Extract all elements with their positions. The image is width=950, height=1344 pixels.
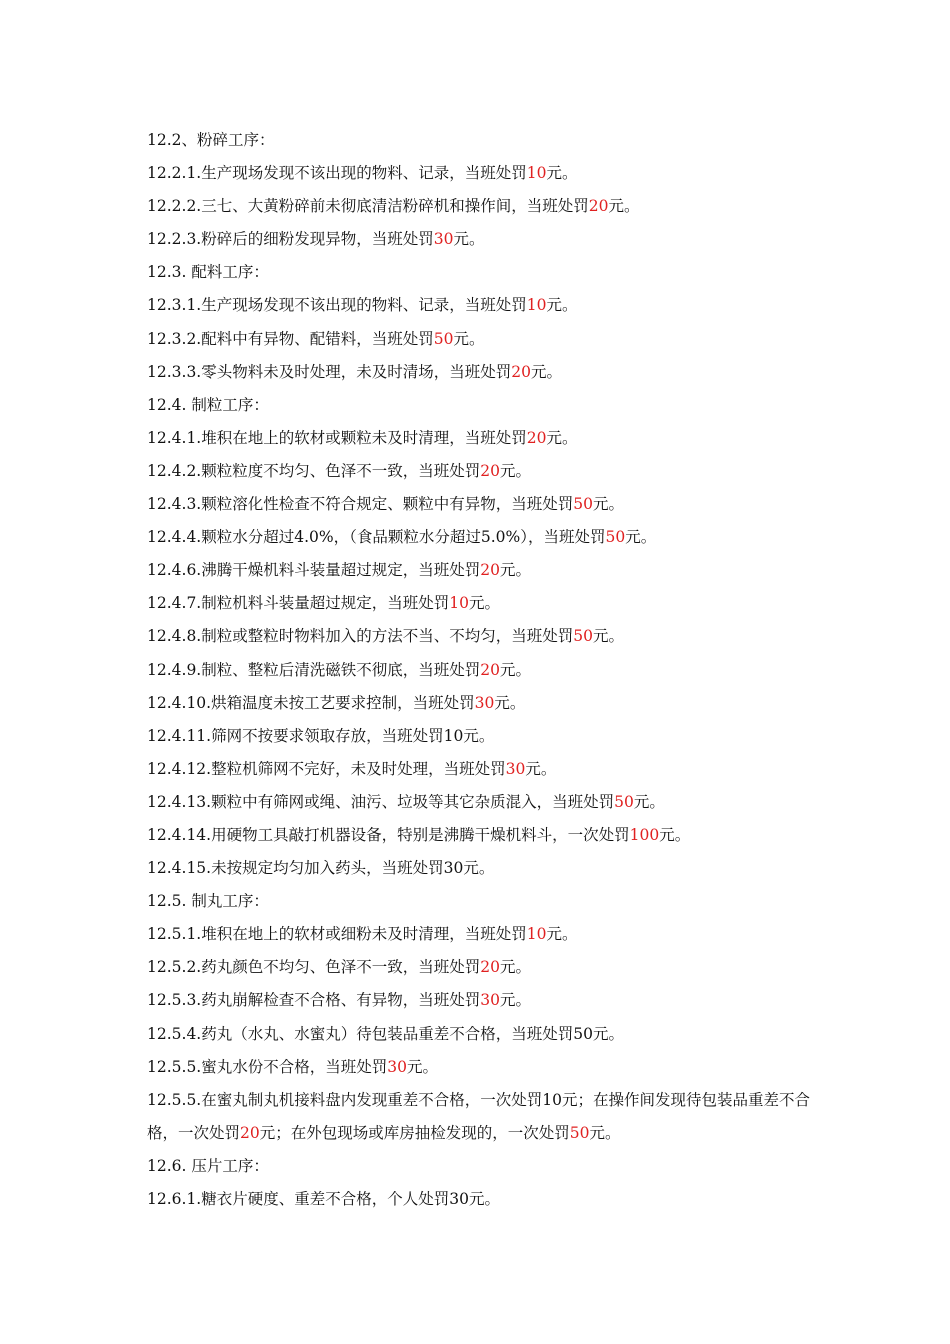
penalty-unit: 元。 [546,164,578,183]
penalty-unit: 元。 [633,792,665,811]
section-heading [147,885,817,918]
penalty-unit: 元。 [463,859,495,878]
rule-line [147,984,817,1017]
rule-line [147,687,817,720]
rule-line [147,951,817,984]
penalty-amount: 10 [443,726,464,745]
rule-text: 12.5.5.蜜丸水份不合格，当班处罚 [147,1057,388,1076]
penalty-amount: 20 [480,561,500,580]
rule-text: 12.3.1.生产现场发现不该出现的物料、记录，当班处罚 [147,296,527,315]
penalty-amount: 20 [480,660,500,679]
penalty-unit: 元。 [463,726,495,745]
penalty-unit: 元。 [592,495,624,514]
penalty-amount: 30 [505,759,526,778]
rule-line [147,620,817,653]
penalty-amount: 10 [449,594,469,613]
rule-text: 12.5.2.药丸颜色不均匀、色泽不一致，当班处罚 [147,958,481,977]
rule-line [147,289,817,322]
penalty-amount: 20 [588,197,609,216]
penalty-unit: 元。 [453,230,485,249]
penalty-unit: 元。 [499,958,531,977]
rule-text: 12.4.10.烘箱温度未按工艺要求控制，当班处罚 [147,693,475,712]
penalty-unit: 元。 [592,1024,624,1043]
penalty-amount: 20 [480,958,500,977]
rule-line [147,1018,817,1051]
rule-line [147,455,817,488]
penalty-unit: 元。 [546,296,578,315]
penalty-unit: 元。 [494,693,526,712]
rule-text: 12.4.14.用硬物工具敲打机器设备，特别是沸腾干燥机料斗，一次处罚 [147,825,630,844]
penalty-unit: 元。 [499,561,531,580]
rule-text: 12.3. 配料工序： [147,263,269,282]
penalty-amount: 20 [526,428,547,447]
penalty-amount: 50 [614,792,634,811]
penalty-unit: 元。 [499,461,531,480]
penalty-amount: 50 [573,627,593,646]
paragraph-part2: 元；在外包现场或库房抽检发现的，一次处罚 [259,1123,570,1142]
rule-line [147,190,817,223]
penalty-unit: 元。 [659,825,691,844]
penalty-unit: 元。 [468,594,500,613]
document-body [147,124,817,1216]
rule-text: 12.4.7.制粒机料斗装量超过规定，当班处罚 [147,594,450,613]
rule-text: 12.4.13.颗粒中有筛网或绳、油污、垃圾等其它杂质混入，当班处罚 [147,792,615,811]
section-heading [147,1183,817,1216]
rule-line [147,521,817,554]
rule-line [147,819,817,852]
penalty-amount: 30 [443,859,464,878]
rule-paragraph [147,1084,817,1150]
rule-text: 12.2.1.生产现场发现不该出现的物料、记录，当班处罚 [147,164,527,183]
penalty-unit: 元。 [499,660,531,679]
rule-text: 12.4.3.颗粒溶化性检查不符合规定、颗粒中有异物，当班处罚 [147,495,574,514]
section-heading [147,124,817,157]
rule-text: 12.4.1.堆积在地上的软材或颗粒未及时清理，当班处罚 [147,428,527,447]
rule-text: 12.4. 制粒工序： [147,395,269,414]
penalty-amount: 50 [433,329,454,348]
rule-line [147,852,817,885]
section-heading [147,256,817,289]
penalty-amount: 50 [573,1024,593,1043]
rule-text: 12.2、粉碎工序： [147,131,275,149]
paragraph-part1: 12.5.5.在蜜丸制丸机接料盘内发现重差不合格，一次处罚10元；在操作间发现待包装品重差不合格，一次处罚 [147,1090,810,1142]
penalty-unit: 元。 [625,528,657,547]
rule-text: 12.4.2.颗粒粒度不均匀、色泽不一致，当班处罚 [147,461,481,480]
penalty-unit: 元。 [499,991,531,1010]
rule-text: 12.4.11.筛网不按要求领取存放，当班处罚 [147,726,444,745]
rule-text: 12.2.3.粉碎后的细粉发现异物，当班处罚 [147,230,434,249]
penalty-amount: 10 [526,925,547,944]
rule-list-tail [147,1150,817,1216]
penalty-unit: 元。 [546,925,578,944]
penalty-amount: 10 [526,296,547,315]
rule-list [147,124,817,1084]
rule-text: 12.4.6.沸腾干燥机料斗装量超过规定，当班处罚 [147,561,481,580]
paragraph-amount2: 50 [569,1123,590,1142]
rule-text: 12.3.3.零头物料未及时处理，未及时清场，当班处罚 [147,362,512,381]
rule-line [147,587,817,620]
penalty-unit: 元。 [406,1057,438,1076]
rule-line [147,554,817,587]
rule-line [147,488,817,521]
rule-text: 12.4.15.未按规定均匀加入药头，当班处罚 [147,859,444,878]
rule-text: 12.4.4.颗粒水分超过4.0%，（食品颗粒水分超过5.0%），当班处罚 [147,528,606,547]
rule-line [147,223,817,256]
penalty-amount: 30 [480,991,500,1010]
rule-line [147,753,817,786]
rule-text: 12.4.12.整粒机筛网不完好，未及时处理，当班处罚 [147,759,506,778]
rule-line [147,1051,817,1084]
section-heading [147,1150,817,1183]
rule-text: 12.6.1.糖衣片硬度、重差不合格，个人处罚30元。 [147,1190,500,1208]
rule-text: 12.4.9.制粒、整粒后清洗磁铁不彻底，当班处罚 [147,660,481,679]
penalty-amount: 50 [573,495,593,514]
section-heading [147,389,817,422]
rule-text: 12.5.1.堆积在地上的软材或细粉未及时清理，当班处罚 [147,925,527,944]
rule-text: 12.4.8.制粒或整粒时物料加入的方法不当、不均匀，当班处罚 [147,627,574,646]
penalty-amount: 20 [511,362,531,381]
rule-text: 12.5. 制丸工序： [147,892,269,911]
rule-line [147,720,817,753]
penalty-amount: 100 [629,825,660,844]
penalty-amount: 30 [474,693,495,712]
paragraph-amount1: 20 [240,1123,260,1142]
penalty-amount: 20 [480,461,500,480]
rule-text: 12.2.2.三七、大黄粉碎前未彻底清洁粉碎机和操作间，当班处罚 [147,197,589,216]
rule-text: 12.5.4.药丸（水丸、水蜜丸）待包装品重差不合格，当班处罚 [147,1024,574,1043]
penalty-unit: 元。 [592,627,624,646]
rule-text: 12.3.2.配料中有异物、配错料，当班处罚 [147,329,434,348]
rule-text: 12.5.3.药丸崩解检查不合格、有异物，当班处罚 [147,991,481,1010]
penalty-amount: 30 [433,230,454,249]
paragraph-part3: 元。 [589,1123,621,1142]
penalty-unit: 元。 [530,362,562,381]
penalty-unit: 元。 [525,759,557,778]
penalty-unit: 元。 [608,197,640,216]
rule-line [147,356,817,389]
rule-line [147,323,817,356]
rule-line [147,422,817,455]
penalty-amount: 10 [526,164,547,183]
penalty-amount: 30 [387,1057,407,1076]
rule-text: 12.6. 压片工序： [147,1156,269,1175]
rule-line [147,654,817,687]
penalty-unit: 元。 [546,428,578,447]
rule-line [147,918,817,951]
rule-line [147,786,817,819]
penalty-unit: 元。 [453,329,485,348]
rule-line [147,157,817,190]
penalty-amount: 50 [605,528,626,547]
